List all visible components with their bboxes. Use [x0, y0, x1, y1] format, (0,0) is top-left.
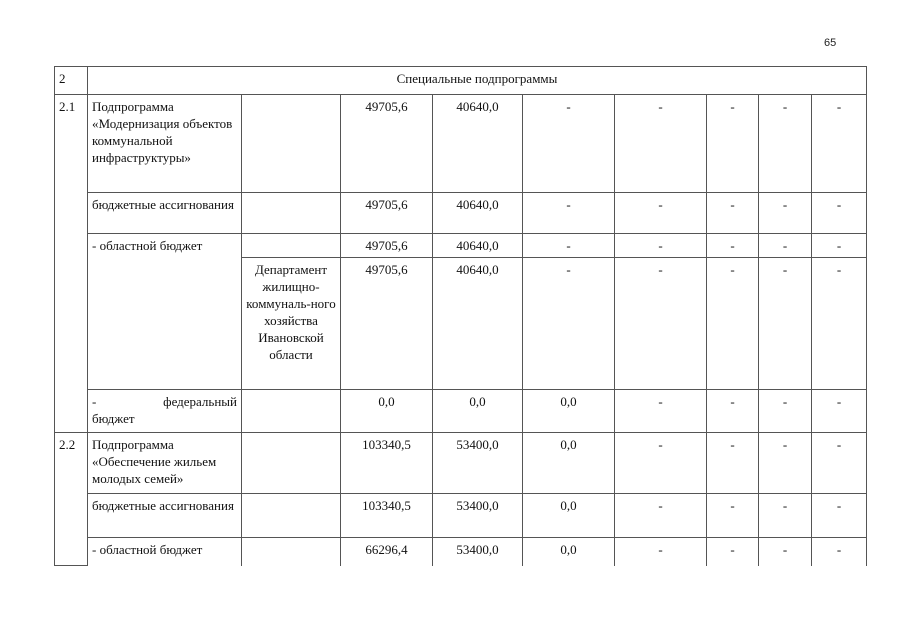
row-name-part: федеральный	[163, 394, 237, 409]
value-cell: 49705,6	[341, 234, 433, 258]
value-cell: -	[759, 494, 812, 538]
value-cell: -	[523, 95, 615, 193]
value-cell: 0,0	[523, 433, 615, 494]
page-number: 65	[824, 37, 837, 49]
row-executor	[242, 390, 341, 433]
row-executor	[242, 494, 341, 538]
row-name	[88, 390, 242, 433]
value-cell: 53400,0	[433, 538, 523, 566]
value-cell: -	[759, 433, 812, 494]
value-cell: -	[759, 538, 812, 566]
value-cell: -	[707, 258, 759, 390]
row-number: 2.1	[55, 95, 88, 433]
value-cell: -	[759, 234, 812, 258]
value-cell: -	[707, 494, 759, 538]
value-cell: 40640,0	[433, 234, 523, 258]
value-cell: -	[615, 95, 707, 193]
budget-table	[54, 66, 867, 566]
value-cell: -	[812, 390, 867, 433]
table-row	[55, 390, 867, 433]
section-number: 2	[55, 67, 88, 95]
value-cell: -	[812, 258, 867, 390]
value-cell: 103340,5	[341, 433, 433, 494]
value-cell: -	[615, 258, 707, 390]
value-cell: 103340,5	[341, 494, 433, 538]
value-cell: 53400,0	[433, 433, 523, 494]
row-name: - областной бюджет	[88, 234, 242, 390]
value-cell: -	[812, 433, 867, 494]
value-cell: -	[615, 390, 707, 433]
value-cell: -	[812, 494, 867, 538]
value-cell: -	[707, 390, 759, 433]
value-cell: -	[523, 258, 615, 390]
row-executor	[242, 433, 341, 494]
value-cell: 40640,0	[433, 258, 523, 390]
row-name-part: -	[92, 394, 97, 409]
row-number: 2.2	[55, 433, 88, 566]
row-executor	[242, 95, 341, 193]
value-cell: -	[615, 433, 707, 494]
value-cell: 40640,0	[433, 95, 523, 193]
value-cell: -	[812, 193, 867, 234]
value-cell: -	[523, 234, 615, 258]
value-cell: 49705,6	[341, 258, 433, 390]
value-cell: 53400,0	[433, 494, 523, 538]
value-cell: -	[759, 95, 812, 193]
value-cell: -	[615, 538, 707, 566]
value-cell: 40640,0	[433, 193, 523, 234]
value-cell: -	[759, 390, 812, 433]
value-cell: -	[759, 258, 812, 390]
table-row	[55, 494, 867, 538]
value-cell: 0,0	[523, 538, 615, 566]
value-cell: -	[812, 538, 867, 566]
value-cell: -	[707, 538, 759, 566]
value-cell: 0,0	[341, 390, 433, 433]
table-row	[55, 538, 867, 566]
table-row	[55, 193, 867, 234]
row-executor	[242, 538, 341, 566]
section-header-row	[55, 67, 867, 95]
value-cell: -	[707, 433, 759, 494]
table-row	[55, 433, 867, 494]
value-cell: 66296,4	[341, 538, 433, 566]
value-cell: -	[523, 193, 615, 234]
table-row	[55, 95, 867, 193]
value-cell: 49705,6	[341, 95, 433, 193]
section-title: Специальные подпрограммы	[88, 67, 867, 95]
value-cell: 0,0	[523, 494, 615, 538]
row-name: бюджетные ассигнования	[88, 494, 242, 538]
row-name: Подпрограмма «Обеспечение жильем молодых семей»	[88, 433, 242, 494]
row-executor	[242, 234, 341, 258]
row-executor	[242, 193, 341, 234]
value-cell: -	[615, 234, 707, 258]
value-cell: 0,0	[523, 390, 615, 433]
row-executor: Департамент жилищно-коммуналь-ного хозяйства Ивановской области	[242, 258, 341, 390]
value-cell: -	[615, 494, 707, 538]
value-cell: -	[707, 193, 759, 234]
value-cell: -	[707, 234, 759, 258]
row-name: Подпрограмма «Модернизация объектов коммунальной инфраструктуры»	[88, 95, 242, 193]
row-name: - областной бюджет	[88, 538, 242, 566]
value-cell: -	[615, 193, 707, 234]
value-cell: -	[759, 193, 812, 234]
row-name: бюджетные ассигнования	[88, 193, 242, 234]
value-cell: 49705,6	[341, 193, 433, 234]
value-cell: 0,0	[433, 390, 523, 433]
value-cell: -	[812, 234, 867, 258]
value-cell: -	[812, 95, 867, 193]
row-name-part: бюджет	[92, 411, 135, 426]
table-row	[55, 234, 867, 258]
value-cell: -	[707, 95, 759, 193]
